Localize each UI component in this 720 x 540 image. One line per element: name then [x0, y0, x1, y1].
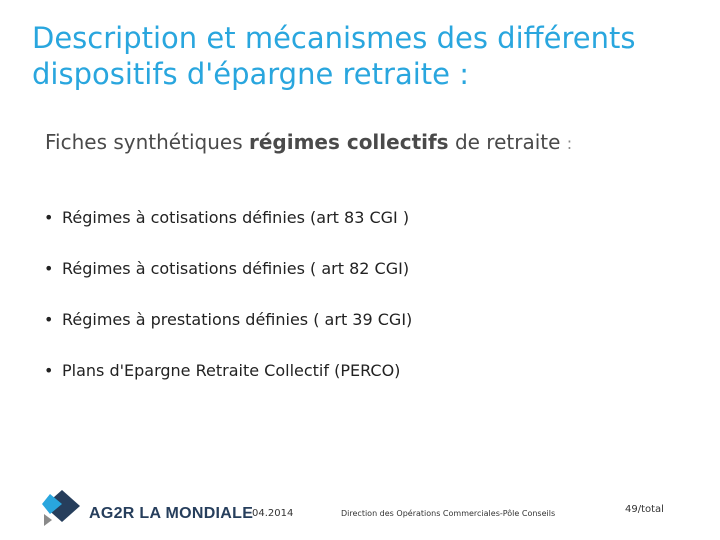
slide-footer [0, 480, 720, 540]
bullet-list [44, 205, 412, 409]
bullet-marker: • [44, 361, 54, 380]
bullet-text-4: Plans d'Epargne Retraite Collectif (PERCO) [62, 361, 401, 380]
bullet-marker: • [44, 208, 54, 227]
subtitle-colon: : [566, 134, 573, 153]
bullet-item-3 [44, 307, 412, 333]
slide-title-line-1: Description et mécanismes des différents [32, 21, 636, 55]
ag2r-logo-icon [40, 488, 85, 528]
bullet-item-2 [44, 256, 412, 282]
slide-title-line-2: dispositifs d'épargne retraite : [32, 57, 469, 91]
bullet-marker: • [44, 259, 54, 278]
logo-text: AG2R LA MONDIALE [89, 505, 254, 522]
bullet-item-4 [44, 358, 412, 384]
bullet-text-1: Régimes à cotisations définies (art 83 CGI ) [62, 208, 410, 227]
slide-subtitle [45, 130, 572, 154]
footer-page-number: 49/total [625, 504, 664, 515]
subtitle-emphasis: régimes collectifs [248, 130, 449, 154]
subtitle-prefix: Fiches synthétiques [45, 130, 249, 154]
bullet-item-1 [44, 205, 412, 231]
bullet-text-2: Régimes à cotisations définies ( art 82 CGI) [62, 259, 410, 278]
footer-date: 04.2014 [252, 508, 294, 519]
slide-title [32, 20, 702, 92]
footer-department: Direction des Opérations Commerciales-Pôle Conseils [341, 509, 556, 518]
bullet-marker: • [44, 310, 54, 329]
subtitle-suffix: de retraite [448, 130, 567, 154]
bullet-text-3: Régimes à prestations définies ( art 39 CGI) [62, 310, 413, 329]
